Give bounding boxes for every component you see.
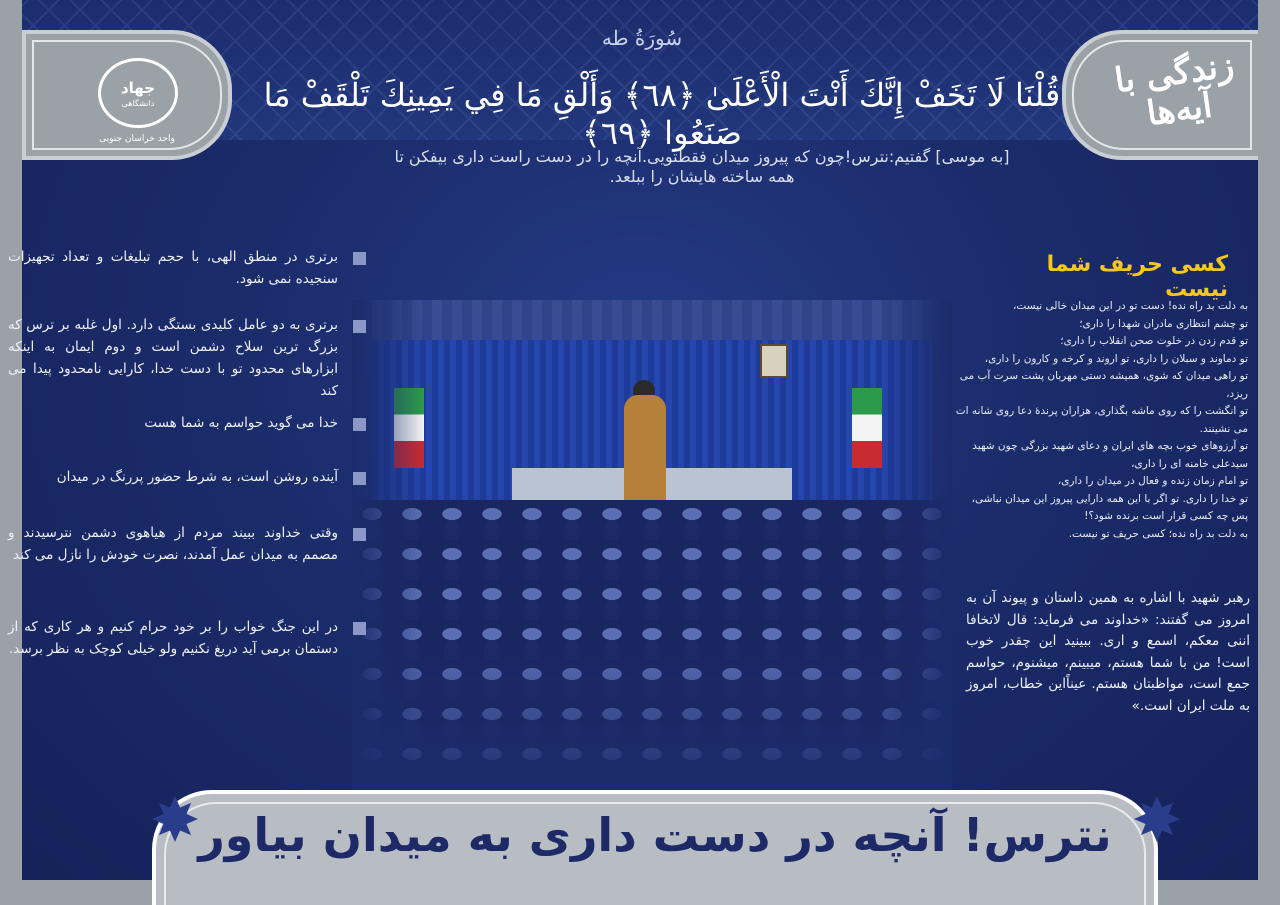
series-title: زندگی با آیه‌ها: [1112, 45, 1237, 135]
bullet-square-icon: [353, 252, 366, 265]
bullet-square-icon: [353, 528, 366, 541]
section-title: کسی حریف شما نیست: [1046, 252, 1228, 302]
poem-line: تو امام زمان زنده و فعال در میدان را داری،: [1057, 475, 1248, 487]
bullet-item: خدا می گوید حواسم به شما هست: [8, 412, 338, 434]
logo-caption: واحد خراسان جنوبی: [99, 134, 175, 144]
bullet-item: آینده روشن است، به شرط حضور پررنگ در میدان: [8, 466, 338, 488]
poem-line: تو راهی میدان که شوی، همیشه دستی مهربان پشت سرت آب می ریزد،: [959, 370, 1248, 400]
poem-line: به دلت بد راه نده؛ کسی حریف تو نیست.: [1068, 527, 1248, 540]
bullet-square-icon: [353, 472, 366, 485]
bottom-banner: [152, 790, 1158, 905]
logo-main-text: جهاد: [120, 78, 156, 97]
poem-line: به دلت بد راه نده! دست تو در این میدان خالی نیست،: [1013, 300, 1248, 312]
surah-name: سُورَةُ طه: [601, 26, 683, 50]
quran-verse: قُلْنَا لَا تَخَفْ إِنَّكَ أَنْتَ الْأَعْلَىٰ ﴿٦٨﴾ وَأَلْقِ مَا فِي يَمِينِكَ تَلْقَفْ مَا صَنَعُوا ﴿٦٩﴾: [263, 76, 1061, 152]
bullet-item: در این جنگ خواب را بر خود حرام کنیم و هر کاری که از دستمان برمی آید دریغ نکنیم ولو خیلی کوچک به نظر برسد.: [8, 616, 338, 660]
audience-photo: [352, 300, 952, 790]
star-icon: [1134, 796, 1180, 842]
banner-headline: نترس! آنچه در دست داری به میدان بیاور: [198, 808, 1112, 862]
bullet-item: برتری در منطق الهی، با حجم تبلیغات و تعداد تجهیزات سنجیده نمی شود.: [8, 246, 338, 290]
poster: [22, 0, 1258, 880]
poem-text: [952, 298, 1248, 543]
poem-line: تو انگشت را که روی ماشه بگذاری، هزاران پرندهٔ دعا روی شانه ات می نشینند.: [955, 405, 1248, 435]
logo-sub-text: دانشگاهی: [121, 98, 155, 108]
bullet-square-icon: [353, 418, 366, 431]
poem-line: تو خدا را داری. تو اگر با این همه دارایی پیروز این میدان نباشی، پس چه کسی قرار است برنده شود؟!: [971, 492, 1248, 522]
bullet-item: برتری به دو عامل کلیدی بستگی دارد. اول غلبه بر ترس که بزرگ ترین سلاح دشمن است و دوم ایمان به اینکه ابزارهای محدود تو با دست خدا، کارایی نامحدود پیدا می کند: [8, 314, 338, 402]
bullet-square-icon: [353, 320, 366, 333]
poem-line: تو آرزوهای خوب بچه های ایران و دعای شهید بزرگی چون شهید سیدعلی خامنه ای را داری،: [972, 440, 1248, 470]
organization-logo: [98, 58, 178, 128]
poem-line: تو چشم انتظاری مادران شهدا را داری؛: [1079, 317, 1248, 330]
bullet-square-icon: [353, 622, 366, 635]
leader-quote: رهبر شهید با اشاره به همین داستان و پیوند آن به امروز می گفتند: «خداوند می فرماید: قال لاتخافا اننی معکم، اسمع و اری. ببینید این چقدر خوب است! من با شما هستم، میبینم، میشنوم، حواسم جمع است، مواظبتان هستم. عیناًاین خطاب، امروز به ملت ایران است.»: [966, 590, 1250, 714]
poem-line: تو دماوند و سبلان را داری، تو اروند و کرخه و کارون را داری،: [984, 352, 1248, 365]
verse-translation: [به موسی] گفتیم:نترس!چون که پیروز میدان فقطتویی.آنچه را در دست راست داری بیفکن تا همه ساخته هایشان را ببلعد.: [394, 147, 1010, 186]
poem-line: تو قدم زدن در خلوت صحن انقلاب را داری؛: [1060, 335, 1248, 347]
bullet-item: وقتی خداوند ببیند مردم از هیاهوی دشمن نترسیدند و مصمم به میدان عمل آمدند، نصرت خودش را نازل می کند: [8, 522, 338, 566]
